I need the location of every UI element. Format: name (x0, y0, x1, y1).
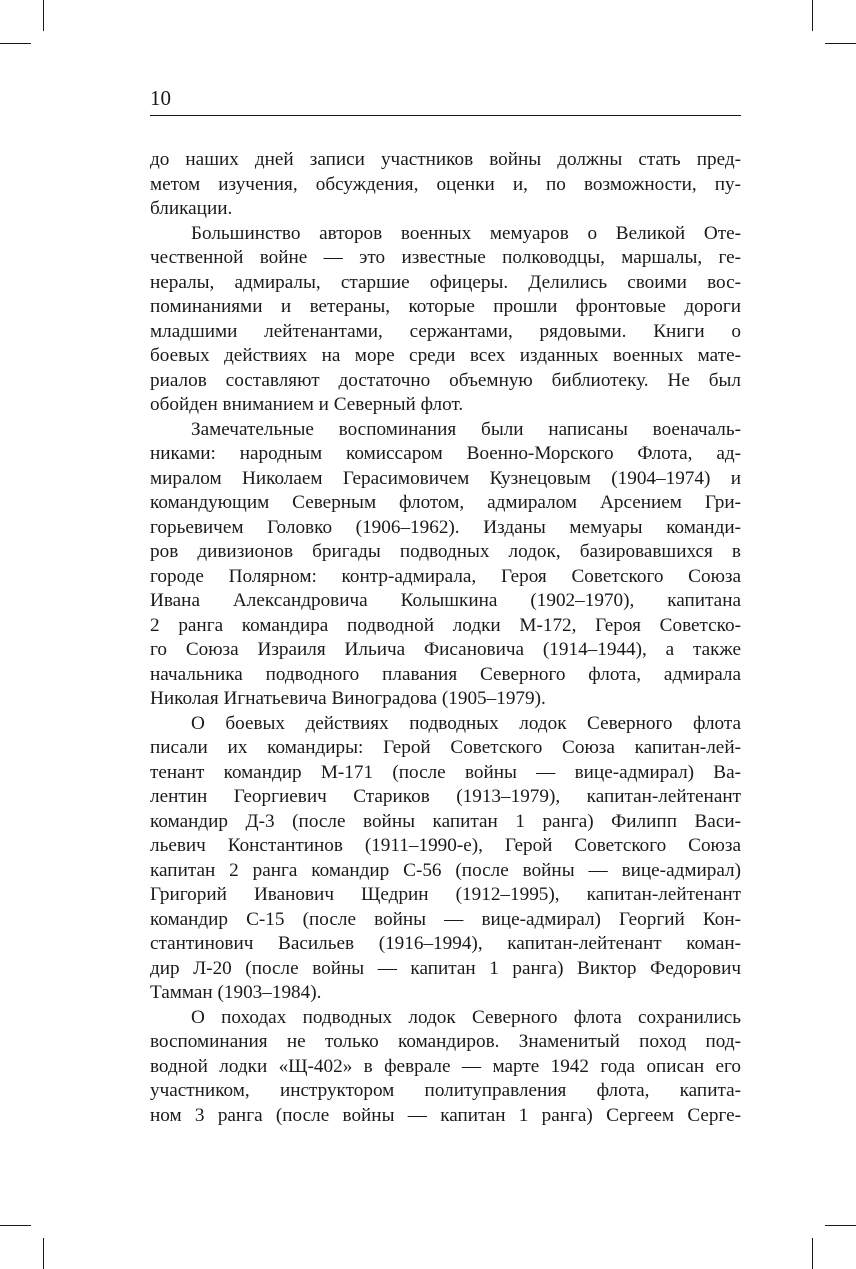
text-line: дир Л-20 (после войны — капитан 1 ранга) Виктор Федорович (150, 957, 741, 979)
text-line: никами: народным комиссаром Военно-Морского Флота, ад- (150, 443, 741, 464)
text-line: Ивана Александровича Колышкина (1902–1970), капитана (150, 590, 741, 611)
text-line: стантинович Васильев (1916–1994), капитан-лейтенант коман- (150, 933, 741, 954)
text-line: бликации. (150, 198, 233, 219)
crop-mark-bottom-left-vertical (43, 1238, 44, 1269)
crop-mark-bottom-right-horizontal (825, 1225, 856, 1226)
text-line: младшими лейтенантами, сержантами, рядовыми. Книги о (150, 320, 741, 342)
text-line: начальника подводного плавания Северного флота, адмирала (150, 663, 741, 685)
text-line: капитан 2 ранга командир С-56 (после войны — вице-адмирал) (150, 859, 741, 881)
text-line: льевич Константинов (1911–1990-е), Герой Советского Союза (150, 835, 741, 856)
crop-mark-top-left-vertical (43, 0, 44, 31)
text-line: до наших дней записи участников войны должны стать пред- (150, 149, 741, 170)
text-line: Тамман (1903–1984). (150, 982, 322, 1003)
crop-mark-top-right-horizontal (825, 43, 856, 44)
crop-mark-top-left-horizontal (0, 43, 31, 44)
text-line: метом изучения, обсуждения, оценки и, по возможности, пу- (150, 173, 741, 195)
text-line: командующим Северным флотом, адмиралом Арсением Гри- (150, 492, 741, 513)
text-line: О боевых действиях подводных лодок Северного флота (191, 712, 741, 734)
text-line: миралом Николаем Герасимовичем Кузнецовым (1904–1974) и (150, 467, 741, 489)
text-line: го Союза Израиля Ильича Фисановича (1914–1944), а также (150, 639, 741, 660)
text-line: О походах подводных лодок Северного флота сохранились (191, 1006, 741, 1028)
header-rule (150, 115, 741, 116)
text-line: тенант командир М-171 (после войны — вице-адмирал) Ва- (150, 761, 741, 783)
text-line: риалов составляют достаточно объемную библиотеку. Не был (150, 369, 741, 391)
text-line: участником, инструктором политуправления флота, капита- (150, 1080, 741, 1101)
text-line: командир С-15 (после войны — вице-адмирал) Георгий Кон- (150, 908, 741, 930)
text-line: чественной войне — это известные полководцы, маршалы, ге- (150, 247, 741, 268)
text-line: городе Полярном: контр-адмирала, Героя Советского Союза (150, 565, 741, 587)
text-line: Замечательные воспоминания были написаны военачаль- (191, 418, 741, 440)
crop-mark-bottom-right-vertical (812, 1238, 813, 1269)
page-number: 10 (150, 86, 171, 110)
paragraph (150, 418, 741, 712)
crop-mark-top-right-vertical (812, 0, 813, 31)
text-line: 2 ранга командира подводной лодки М-172, Героя Советско- (150, 614, 741, 636)
text-line: Григорий Иванович Щедрин (1912–1995), капитан-лейтенант (150, 884, 741, 905)
text-line: командир Д-3 (после войны капитан 1 ранга) Филипп Васи- (150, 810, 741, 832)
paragraph (150, 1006, 741, 1129)
paragraph (150, 148, 741, 222)
text-line: водной лодки «Щ-402» в феврале — марте 1942 года описан его (150, 1055, 741, 1077)
body-text (150, 148, 741, 1128)
paragraph (150, 712, 741, 1006)
text-line: писали их командиры: Герой Советского Союза капитан-лей- (150, 737, 741, 758)
text-line: обойден вниманием и Северный флот. (150, 394, 464, 415)
text-line: Николая Игнатьевича Виноградова (1905–1979). (150, 688, 546, 709)
text-line: боевых действиях на море среди всех изданных военных мате- (150, 345, 741, 366)
text-line: горьевичем Головко (1906–1962). Изданы мемуары команди- (150, 516, 741, 538)
text-line: ров дивизионов бригады подводных лодок, базировавшихся в (150, 541, 741, 562)
text-line: лентин Георгиевич Стариков (1913–1979), капитан-лейтенант (150, 786, 741, 807)
text-line: поминаниями и ветераны, которые прошли фронтовые дороги (150, 296, 741, 317)
paragraph (150, 222, 741, 418)
text-line: воспоминания не только командиров. Знаменитый поход под- (150, 1031, 741, 1052)
text-line: ном 3 ранга (после войны — капитан 1 ранга) Сергеем Серге- (150, 1104, 741, 1126)
text-line: нералы, адмиралы, старшие офицеры. Делились своими вос- (150, 271, 741, 293)
text-line: Большинство авторов военных мемуаров о Великой Оте- (191, 222, 741, 244)
crop-mark-bottom-left-horizontal (0, 1225, 31, 1226)
